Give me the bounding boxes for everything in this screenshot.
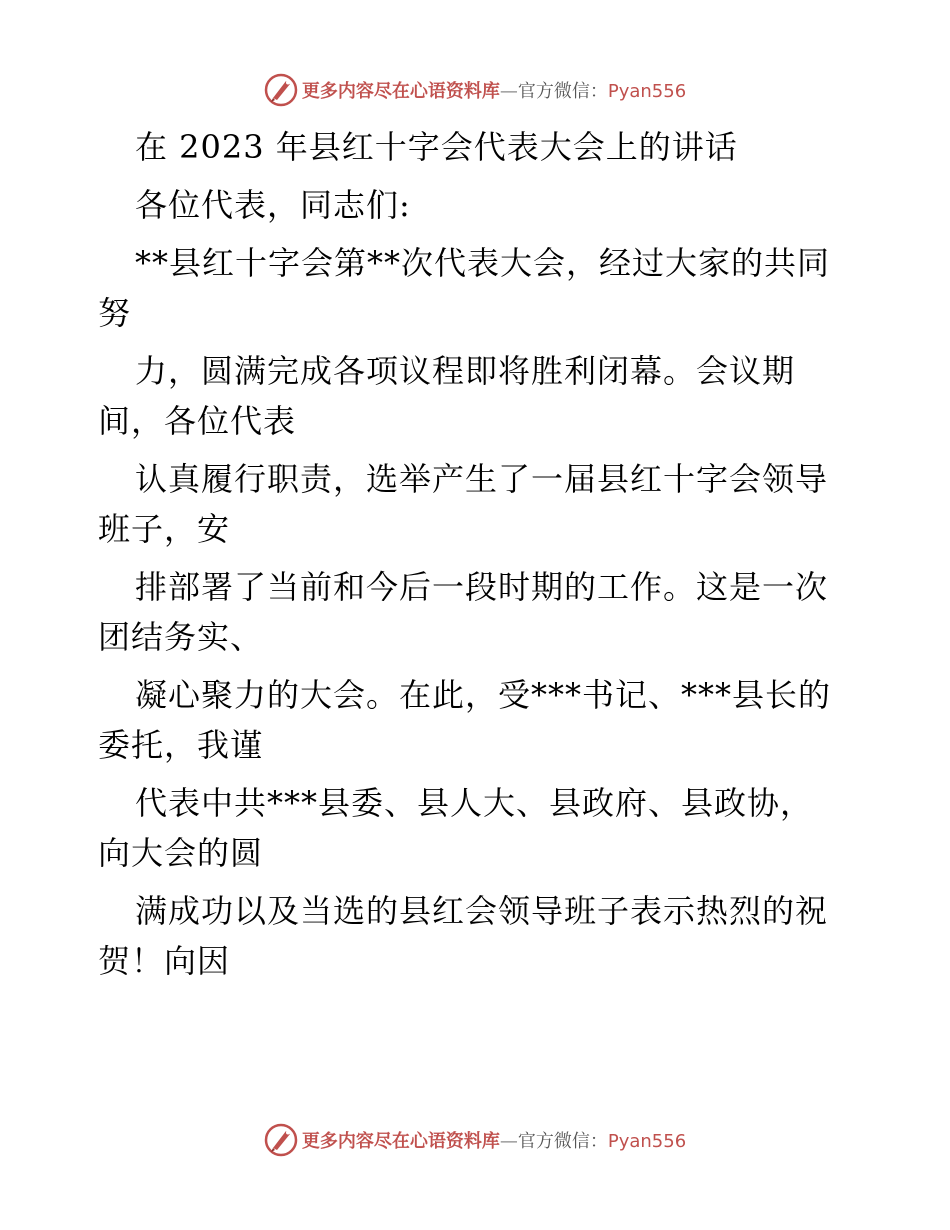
document-title: 在 2023 年县红十字会代表大会上的讲话 bbox=[135, 128, 738, 166]
paragraph-line: **县红十字会第**次代表大会，经过大家的共同 bbox=[135, 244, 831, 282]
paragraph-line: 贺！向因 bbox=[98, 942, 231, 980]
paragraph-line: 力，圆满完成各项议程即将胜利闭幕。会议期 bbox=[135, 352, 796, 390]
watermark-separator: — bbox=[499, 81, 518, 102]
watermark-wechat-id: Pyan556 bbox=[607, 1131, 687, 1152]
watermark-wechat-id: Pyan556 bbox=[607, 81, 687, 102]
paragraph-line: 排部署了当前和今后一段时期的工作。这是一次 bbox=[135, 568, 829, 606]
paragraph-line: 满成功以及当选的县红会领导班子表示热烈的祝 bbox=[135, 892, 829, 930]
watermark-library: 更多内容尽在心语资料库 bbox=[301, 1131, 500, 1152]
watermark-wechat-label: 官方微信： bbox=[517, 81, 608, 102]
paragraph-line: 向大会的圆 bbox=[98, 834, 264, 872]
pen-logo-icon bbox=[264, 73, 298, 107]
watermark-text bbox=[302, 1127, 686, 1153]
paragraph-line: 间，各位代表 bbox=[98, 402, 297, 440]
watermark-text bbox=[302, 77, 686, 103]
watermark-library: 更多内容尽在心语资料库 bbox=[301, 81, 500, 102]
paragraph-line: 凝心聚力的大会。在此，受***书记、***县长的 bbox=[135, 676, 832, 714]
paragraph-line: 班子，安 bbox=[98, 510, 231, 548]
paragraph-line: 团结务实、 bbox=[98, 618, 264, 656]
salutation: 各位代表，同志们: bbox=[135, 186, 411, 224]
document-body bbox=[98, 122, 858, 986]
paragraph-line: 认真履行职责，选举产生了一届县红十字会领导 bbox=[135, 460, 829, 498]
watermark-wechat-label: 官方微信： bbox=[517, 1131, 608, 1152]
footer-watermark bbox=[0, 1120, 950, 1160]
paragraph-line: 代表中共***县委、县人大、县政府、县政协， bbox=[135, 784, 814, 822]
header-watermark bbox=[0, 70, 950, 110]
watermark-separator: — bbox=[499, 1131, 518, 1152]
paragraph-line: 努 bbox=[98, 294, 132, 332]
paragraph-line: 委托，我谨 bbox=[98, 726, 264, 764]
pen-logo-icon bbox=[264, 1123, 298, 1157]
